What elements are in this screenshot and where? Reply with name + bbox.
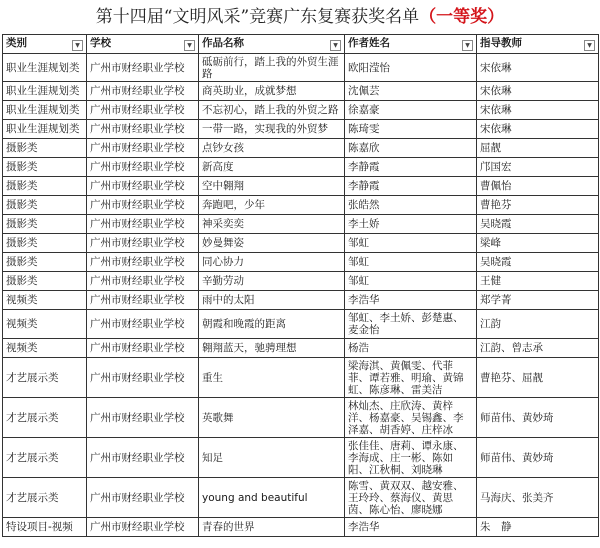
cell-school: 广州市财经职业学校 [87, 358, 199, 398]
cell-category: 视频类 [3, 339, 87, 358]
cell-teacher: 曹艳芬、屈靓 [477, 358, 599, 398]
cell-teacher: 邝国宏 [477, 158, 599, 177]
table-row [3, 438, 599, 478]
cell-author: 邹虹 [345, 272, 477, 291]
cell-author: 邹虹 [345, 253, 477, 272]
cell-category: 摄影类 [3, 139, 87, 158]
cell-work: 重生 [199, 358, 345, 398]
header-work: 作品名称 ▼ [199, 35, 345, 54]
cell-teacher: 吴晓霞 [477, 253, 599, 272]
cell-category: 职业生涯规划类 [3, 120, 87, 139]
cell-category: 职业生涯规划类 [3, 54, 87, 82]
table-row [3, 339, 599, 358]
cell-category: 摄影类 [3, 272, 87, 291]
cell-work: 朝霞和晚霞的距离 [199, 310, 345, 339]
cell-work: 同心协力 [199, 253, 345, 272]
table-row [3, 310, 599, 339]
header-category: 类别 ▼ [3, 35, 87, 54]
cell-work: young and beautiful [199, 478, 345, 518]
table-row [3, 234, 599, 253]
table-row [3, 82, 599, 101]
cell-category: 视频类 [3, 310, 87, 339]
cell-category: 摄影类 [3, 177, 87, 196]
cell-author: 陈嘉欣 [345, 139, 477, 158]
cell-author: 欧阳滢怡 [345, 54, 477, 82]
cell-author: 张皓然 [345, 196, 477, 215]
cell-teacher: 曹艳芬 [477, 196, 599, 215]
cell-school: 广州市财经职业学校 [87, 101, 199, 120]
cell-school: 广州市财经职业学校 [87, 196, 199, 215]
cell-work: 砥砺前行，踏上我的外贸生涯路 [199, 54, 345, 82]
cell-work: 神采奕奕 [199, 215, 345, 234]
cell-school: 广州市财经职业学校 [87, 518, 199, 537]
cell-work: 奔跑吧，少年 [199, 196, 345, 215]
cell-school: 广州市财经职业学校 [87, 253, 199, 272]
cell-author: 邹虹、李土娇、彭楚惠、麦金怡 [345, 310, 477, 339]
cell-category: 才艺展示类 [3, 478, 87, 518]
cell-school: 广州市财经职业学校 [87, 82, 199, 101]
table-row [3, 54, 599, 82]
cell-teacher: 梁峰 [477, 234, 599, 253]
cell-teacher: 宋依琳 [477, 120, 599, 139]
header-teacher: 指导教师 ▼ [477, 35, 599, 54]
cell-category: 才艺展示类 [3, 358, 87, 398]
header-author: 作者姓名 ▼ [345, 35, 477, 54]
table-row [3, 358, 599, 398]
cell-school: 广州市财经职业学校 [87, 310, 199, 339]
page-title [0, 0, 600, 34]
cell-teacher: 江韵、曾志承 [477, 339, 599, 358]
cell-school: 广州市财经职业学校 [87, 272, 199, 291]
cell-teacher: 江韵 [477, 310, 599, 339]
cell-work: 点钞女孩 [199, 139, 345, 158]
table-row [3, 398, 599, 438]
cell-school: 广州市财经职业学校 [87, 139, 199, 158]
table-row [3, 158, 599, 177]
filter-dropdown-icon[interactable]: ▼ [184, 40, 195, 51]
cell-school: 广州市财经职业学校 [87, 339, 199, 358]
table-row [3, 253, 599, 272]
cell-author: 陈雪、黄双双、越安雅、王玲玲、蔡海仪、黄思茵、陈心怡、廖晓娜 [345, 478, 477, 518]
cell-school: 广州市财经职业学校 [87, 54, 199, 82]
cell-category: 摄影类 [3, 158, 87, 177]
cell-work: 知足 [199, 438, 345, 478]
cell-category: 职业生涯规划类 [3, 101, 87, 120]
table-row [3, 120, 599, 139]
cell-author: 李浩华 [345, 518, 477, 537]
table-row [3, 215, 599, 234]
cell-school: 广州市财经职业学校 [87, 158, 199, 177]
cell-teacher: 宋依琳 [477, 54, 599, 82]
cell-category: 才艺展示类 [3, 398, 87, 438]
cell-author: 李土娇 [345, 215, 477, 234]
table-row [3, 291, 599, 310]
cell-teacher: 宋依琳 [477, 101, 599, 120]
filter-dropdown-icon[interactable]: ▼ [72, 40, 83, 51]
cell-work: 辛勤劳动 [199, 272, 345, 291]
cell-school: 广州市财经职业学校 [87, 215, 199, 234]
cell-school: 广州市财经职业学校 [87, 177, 199, 196]
cell-work: 不忘初心，踏上我的外贸之路 [199, 101, 345, 120]
filter-dropdown-icon[interactable]: ▼ [330, 40, 341, 51]
cell-author: 杨浩 [345, 339, 477, 358]
cell-author: 沈佩芸 [345, 82, 477, 101]
header-row [3, 35, 599, 54]
cell-author: 张佳佳、唐莉、谭永康、李海成、庄一彬、陈如阳、江秋桐、刘晓琳 [345, 438, 477, 478]
cell-school: 广州市财经职业学校 [87, 438, 199, 478]
cell-category: 特设项目-视频 [3, 518, 87, 537]
cell-work: 英歌舞 [199, 398, 345, 438]
table-row [3, 101, 599, 120]
cell-author: 陈琦雯 [345, 120, 477, 139]
title-main: 第十四届“文明风采”竞赛广东复赛获奖名单 [95, 7, 420, 27]
cell-school: 广州市财经职业学校 [87, 234, 199, 253]
cell-school: 广州市财经职业学校 [87, 398, 199, 438]
cell-category: 摄影类 [3, 253, 87, 272]
cell-teacher: 宋依琳 [477, 82, 599, 101]
table-row [3, 518, 599, 537]
cell-school: 广州市财经职业学校 [87, 291, 199, 310]
cell-author: 李静霞 [345, 177, 477, 196]
cell-category: 职业生涯规划类 [3, 82, 87, 101]
cell-work: 雨中的太阳 [199, 291, 345, 310]
table-row [3, 478, 599, 518]
award-table [2, 34, 599, 537]
cell-category: 视频类 [3, 291, 87, 310]
cell-teacher: 师苗伟、黄妙琦 [477, 438, 599, 478]
cell-teacher: 曹佩怡 [477, 177, 599, 196]
cell-author: 徐嘉豪 [345, 101, 477, 120]
filter-dropdown-icon[interactable]: ▼ [462, 40, 473, 51]
cell-school: 广州市财经职业学校 [87, 120, 199, 139]
cell-category: 摄影类 [3, 234, 87, 253]
cell-category: 才艺展示类 [3, 438, 87, 478]
cell-category: 摄影类 [3, 196, 87, 215]
table-row [3, 177, 599, 196]
cell-teacher: 马海庆、张美齐 [477, 478, 599, 518]
cell-author: 邹虹 [345, 234, 477, 253]
cell-author: 梁海淇、黄佩雯、代菲菲、谭若雅、明瑜、黄锦虹、陈彦琳、雷美洁 [345, 358, 477, 398]
cell-work: 青春的世界 [199, 518, 345, 537]
cell-author: 李静霞 [345, 158, 477, 177]
cell-teacher: 屈靓 [477, 139, 599, 158]
filter-dropdown-icon[interactable]: ▼ [584, 40, 595, 51]
table-row [3, 139, 599, 158]
cell-work: 新高度 [199, 158, 345, 177]
header-school: 学校 ▼ [87, 35, 199, 54]
table-row [3, 272, 599, 291]
cell-teacher: 吴晓霞 [477, 215, 599, 234]
cell-work: 妙曼舞姿 [199, 234, 345, 253]
cell-work: 翱翔蓝天，驰骋理想 [199, 339, 345, 358]
cell-teacher: 郑学菁 [477, 291, 599, 310]
cell-work: 商英助业，成就梦想 [199, 82, 345, 101]
cell-teacher: 朱 静 [477, 518, 599, 537]
cell-work: 空中翱翔 [199, 177, 345, 196]
cell-school: 广州市财经职业学校 [87, 478, 199, 518]
cell-teacher: 王健 [477, 272, 599, 291]
title-highlight: （一等奖） [419, 7, 505, 27]
table-row [3, 196, 599, 215]
cell-category: 摄影类 [3, 215, 87, 234]
cell-author: 林灿杰、庄欣涛、黄梓洋、杨嘉豪、吴锡鑫、李泽嘉、胡香婷、庄梓冰 [345, 398, 477, 438]
cell-teacher: 师苗伟、黄妙琦 [477, 398, 599, 438]
cell-author: 李浩华 [345, 291, 477, 310]
cell-work: 一带一路，实现我的外贸梦 [199, 120, 345, 139]
